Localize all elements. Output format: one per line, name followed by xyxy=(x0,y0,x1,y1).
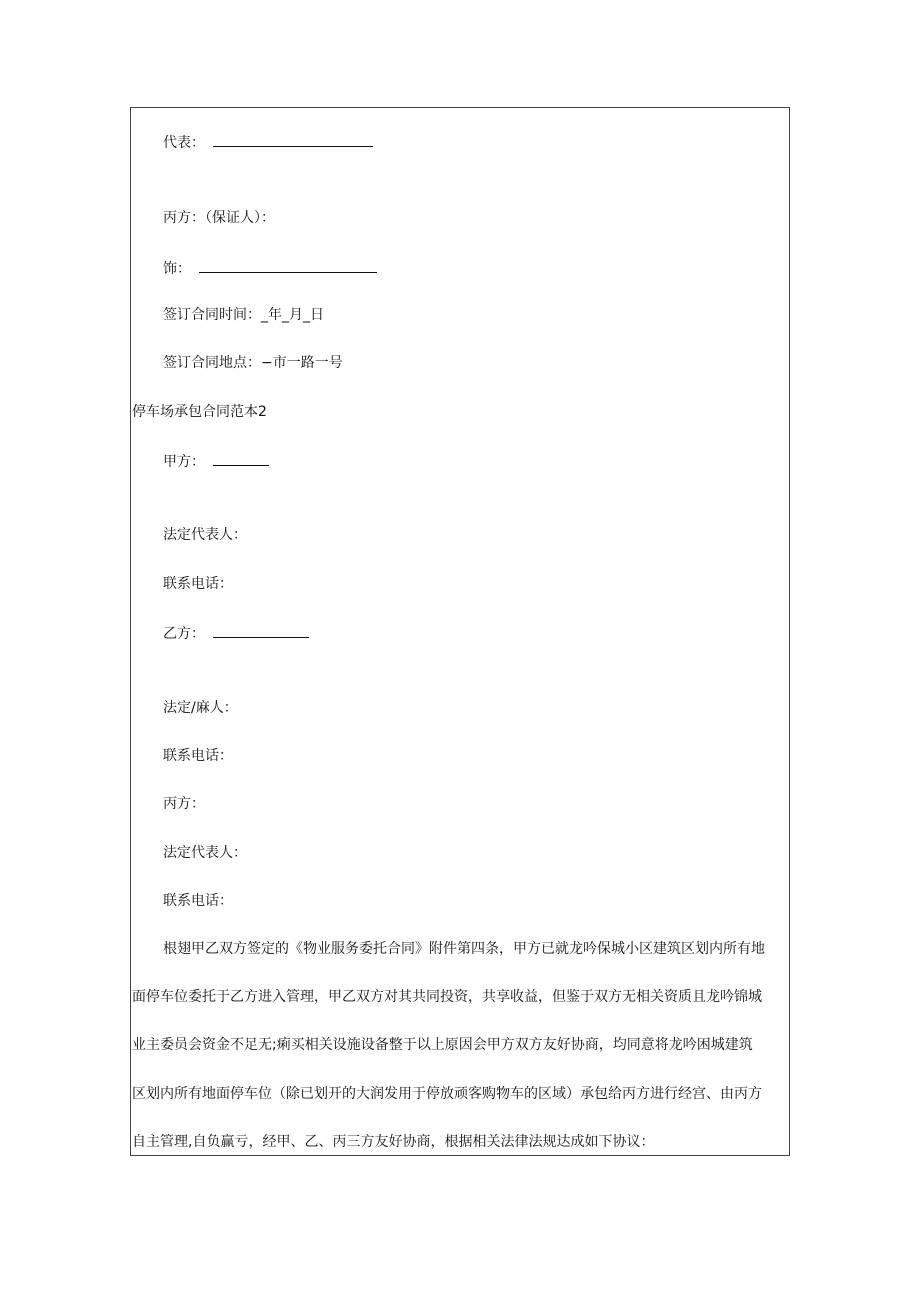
phone-line-1: 联系电话： xyxy=(163,576,233,592)
party-a-blank xyxy=(213,450,269,466)
body-paragraph-line-4: 区划内所有地面停车位（除已划开的大润发用于停放顽客购物车的区域）承包给丙方进行经宫、由丙方 xyxy=(132,1086,762,1102)
shi-label: 饰： xyxy=(163,261,191,277)
party-b-label: 乙方： xyxy=(163,626,205,642)
representative-line xyxy=(163,131,373,153)
body-paragraph-line-2: 面停车位委托于乙方进入管理，甲乙双方对其共同投资，共享收益，但鉴于双方无相关资质且龙吟锦城 xyxy=(132,989,762,1005)
party-c-guarantor-line: 丙方：（保证人）： xyxy=(163,210,275,226)
phone-line-3: 联系电话： xyxy=(163,893,233,909)
party-c-line: 丙方： xyxy=(163,796,205,812)
legal-rep-line-2: 法定/麻人： xyxy=(163,700,238,716)
representative-blank xyxy=(213,131,373,147)
sign-time-line: 签订合同时间：_年_月_日 xyxy=(163,307,324,323)
phone-line-2: 联系电话： xyxy=(163,748,233,764)
party-a-label: 甲方： xyxy=(163,454,205,470)
shi-line xyxy=(163,257,377,279)
party-b-blank xyxy=(213,622,309,638)
legal-rep-line-3: 法定代表人： xyxy=(163,845,247,861)
sign-place-line: 签订合同地点：−市一路一号 xyxy=(163,355,343,371)
body-paragraph-line-3: 业主委员会资金不足无;痢买相关设施设备整于以上原因会甲方双方友好协商，均同意将龙吟困城建筑 xyxy=(132,1037,753,1053)
representative-label: 代表： xyxy=(163,135,205,151)
body-paragraph-line-1: 根翅甲乙双方签定的《物业服务委托合同》附件第四条，甲方已就龙吟保城小区建筑区划内所有地 xyxy=(163,941,765,957)
body-paragraph-line-5: 自主管理,自负赢亏，经甲、乙、丙三方友好协商，根据相关法律法规达成如下协议： xyxy=(132,1134,655,1150)
party-b-line xyxy=(163,622,309,644)
section-title: 停车场承包合同范本2 xyxy=(132,404,267,420)
shi-blank xyxy=(199,257,377,273)
legal-rep-line-1: 法定代表人： xyxy=(163,527,247,543)
party-a-line xyxy=(163,450,269,472)
